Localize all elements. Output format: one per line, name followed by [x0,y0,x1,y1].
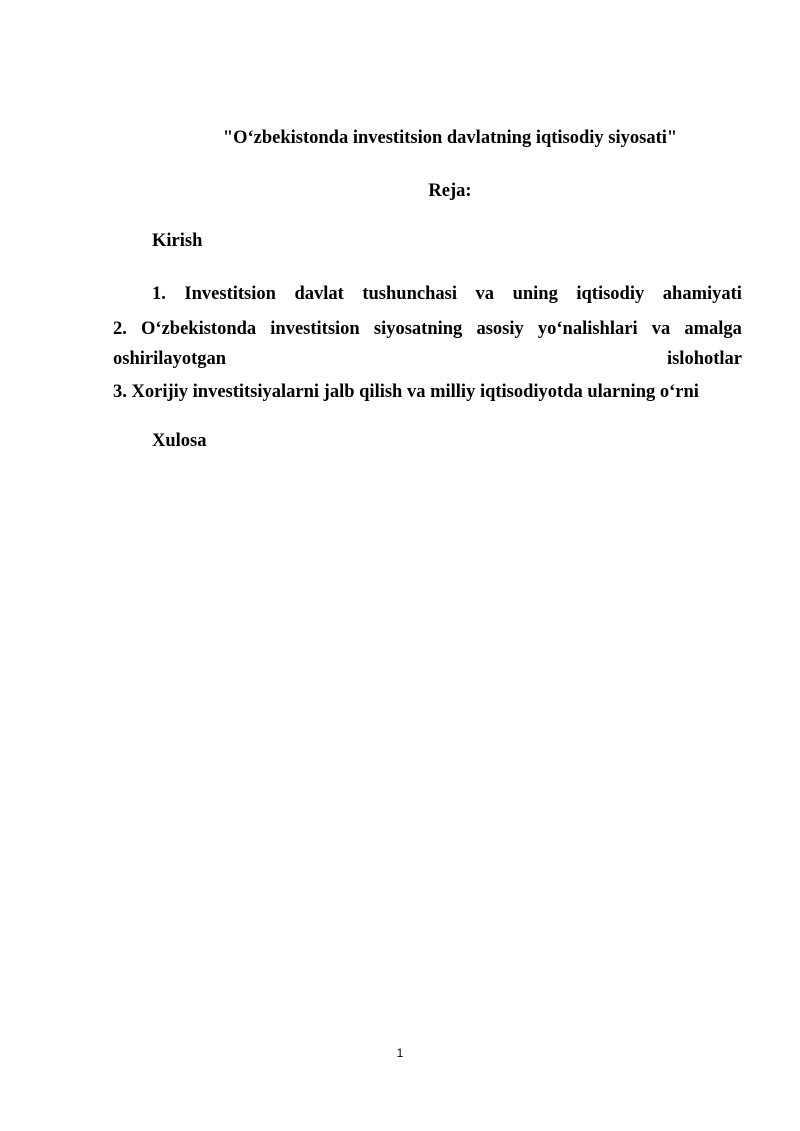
word: investitsion [270,319,360,339]
page-number: 1 [396,1046,404,1060]
intro-item: Kirish [152,231,203,251]
word: asosiy [476,319,524,339]
word: siyosatning [373,319,463,339]
word: 2. [113,319,127,339]
word: va [475,284,495,304]
word: iqtisodiy [576,284,645,304]
word: ahamiyati [662,284,742,304]
word: islohotlar [666,349,742,369]
conclusion-item: Xulosa [152,431,207,451]
plan-item-2-continuation [113,348,742,370]
plan-item-1 [152,283,742,305]
document-title: "O‘zbekistonda investitsion davlatning iqtisodiy siyosati" [222,128,678,148]
word: O‘zbekistonda [141,319,257,339]
word: amalga [684,319,742,339]
word: uning [512,284,558,304]
plan-heading: Reja: [428,181,472,201]
word: davlat [294,284,344,304]
plan-item-3: 3. Xorijiy investitsiyalarni jalb qilish va milliy iqtisodiyotda ularning o‘rni [113,382,699,402]
plan-item-2 [113,318,742,340]
word: va [651,319,671,339]
word: oshirilayotgan [113,349,227,369]
word: 1. [152,284,166,304]
word: yo‘nalishlari [537,319,638,339]
word: tushunchasi [362,284,457,304]
word: Investitsion [184,284,276,304]
